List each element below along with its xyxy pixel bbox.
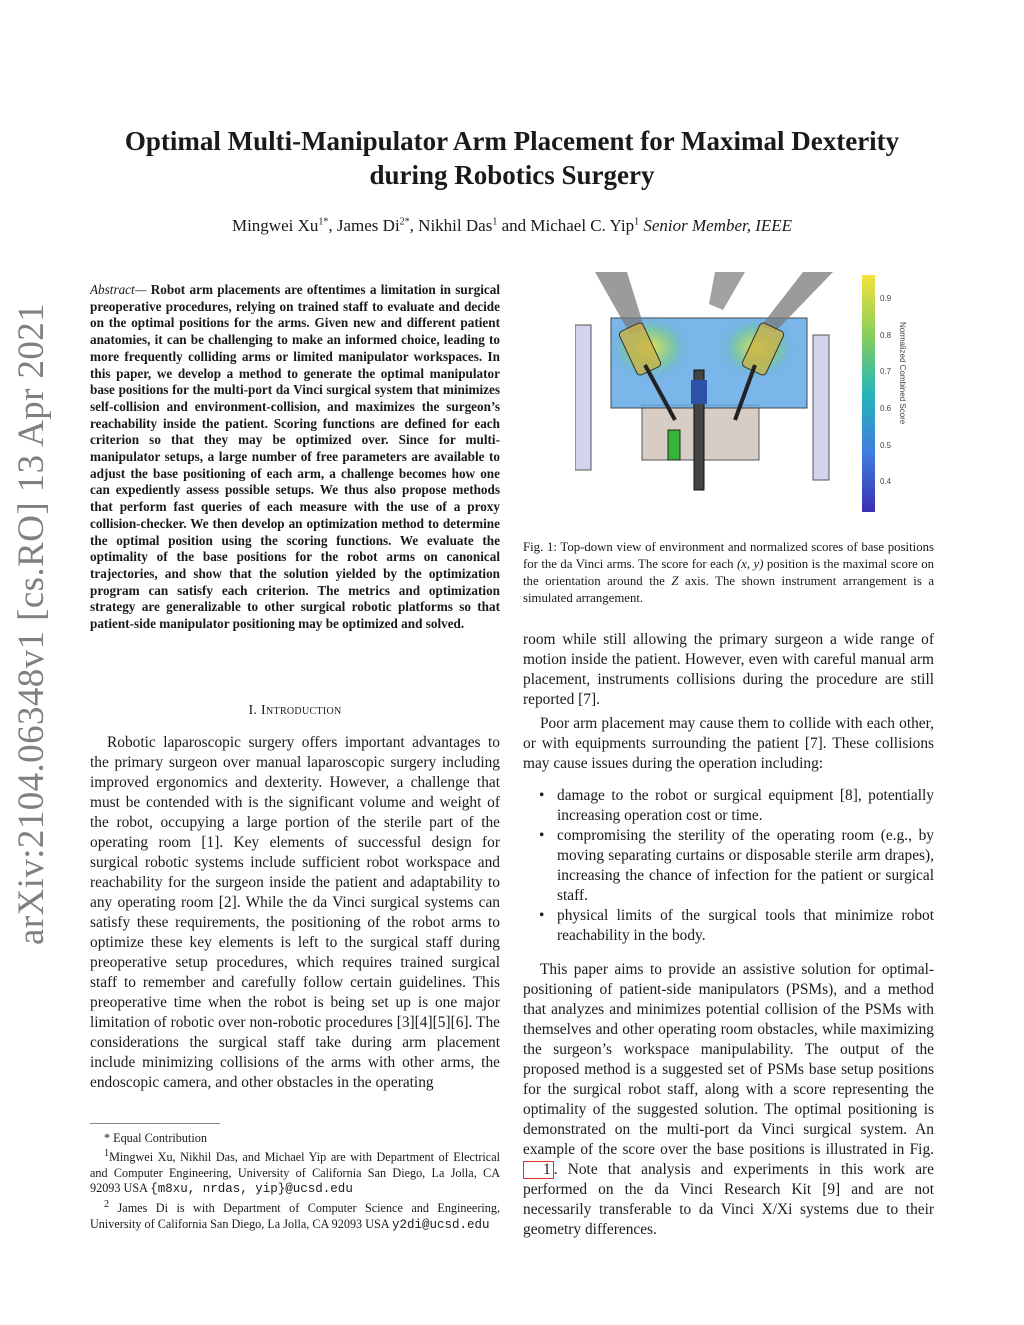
footnote-equal: * Equal Contribution [104, 1131, 207, 1145]
author-line [100, 216, 924, 236]
caption-math: Z [671, 574, 679, 588]
paragraph-text: This paper aims to provide an assistive solution for optimal-positioning of patient-side manipulators (PSMs), and a method that analyzes and minimizes potential collision of the PSMs with themselves and other operating room obstacles, while maximizing the surgeon’s workspace manipulability. The output of the proposed method is a suggested set of PSMs base setup positions for the surgical robot staff, along with a score representing the optimality of the suggested solution. The optimal positioning is demonstrated on the multi-port da Vinci surgical system. An example of the score over the base positions is illustrated in Fig. [523, 961, 934, 1158]
footnote-affiliation-1 [90, 1146, 500, 1197]
arxiv-identifier: arXiv:2104.06348v1 [cs.RO] 13 Apr 2021 [11, 302, 52, 945]
figure-caption [523, 539, 934, 607]
email-link[interactable]: y2di@ucsd.edu [391, 1217, 490, 1232]
email-link[interactable]: {m8xu, nrdas, yip}@ucsd.edu [150, 1181, 353, 1196]
side-table-right [813, 335, 829, 480]
paragraph: room while still allowing the primary surgeon a wide range of motion inside the patient. However, even with careful manual arm placement, instruments collisions during the procedure are still reported [7]. [523, 631, 934, 708]
caption-text: axis. The shown instrument arrangement is a simulated arrangement. [523, 574, 935, 605]
footnote-affiliation-2 [90, 1197, 500, 1233]
score-heatmap-figure [575, 270, 935, 520]
affiliation-mark: 2* [399, 216, 410, 228]
ieee-membership: Senior Member, IEEE [643, 216, 793, 235]
paper-title: Optimal Multi-Manipulator Arm Placement for Maximal Dexterity during Robotics Surgery [124, 126, 900, 190]
author-name: , James Di [328, 216, 400, 235]
footnote-text: Mingwei Xu, Nikhil Das, and Michael Yip are with Department of Electrical and Computer Engineering, University of California San Diego, La Jolla, CA 92093 USA [90, 1150, 500, 1195]
abstract-label: Abstract [90, 282, 135, 297]
colorbar-tick: 0.6 [880, 404, 892, 413]
figure-reference-link[interactable]: 1 [523, 1161, 554, 1179]
camera-arm [691, 380, 707, 404]
paragraph [523, 960, 934, 1240]
colorbar-tick: 0.7 [880, 367, 892, 376]
caption-text: Fig. 1: Top-down view of environment and normalized scores of base positions for the da Vinci arms. The score for each [523, 540, 934, 571]
collision-issues-list [523, 786, 934, 946]
abstract-dash: — [134, 282, 147, 297]
list-item: • compromising the sterility of the operating room (e.g., by moving separating curtains or disposable sterile arm drapes), increasing the chance of infection for the patient or surgical staff. [523, 826, 934, 906]
footnote-mark: 2 [104, 1199, 110, 1211]
colorbar-tick: 0.4 [880, 477, 892, 486]
footnote-text: James Di is with Department of Computer Science and Engineering, University of California San Diego, La Jolla, CA 92093 USA [90, 1201, 500, 1231]
robot-arm-center [709, 272, 745, 310]
colorbar-tick: 0.5 [880, 441, 892, 450]
caption-text: position is the maximal score on the orientation around the [523, 557, 934, 588]
footnotes [90, 1131, 500, 1233]
footnote-mark: 1 [104, 1148, 110, 1160]
introduction-text [90, 733, 500, 1093]
green-tool [668, 430, 680, 460]
affiliation-mark: 1* [318, 216, 329, 228]
paragraph: Poor arm placement may cause them to collide with each other, or with equipments surrounding the patient [7]. These collisions may cause issues during the operation including: [523, 715, 934, 772]
section-heading [90, 703, 500, 719]
right-column-text [523, 630, 934, 1240]
paragraph-text: . Note that analysis and experiments in this work are performed on the da Vinci Research Kit [9] and are not necessarily transferable to da Vinci X/Xi systems due to their geometry differences. [523, 1161, 934, 1238]
colorbar-tick: 0.9 [880, 294, 892, 303]
list-item: • physical limits of the surgical tools that minimize robot reachability in the body. [523, 906, 934, 946]
author-name: Mingwei Xu [231, 216, 319, 235]
affiliation-mark: 1 [634, 216, 640, 228]
side-table-left [575, 325, 591, 470]
section-title: Introduction [261, 703, 342, 718]
section-number: I. [248, 703, 258, 718]
caption-math: (x, y) [736, 557, 764, 571]
author-name: and Michael C. Yip [497, 216, 635, 235]
abstract-text: Robot arm placements are oftentimes a limitation in surgical preoperative procedures, relying on trained staff to evaluate and decide on the optimal positions for the arms. Given new and different patient anatomies, it can be challenging to make an informed choice, leading to more frequently colliding arms or limited manipulator workspaces. In this paper, we develop a method to generate the optimal manipulator base positions for the multi-port da Vinci surgical system that minimizes self-collision and environment-collision, and maximizes the surgeon’s reachability inside the patient. Scoring functions are defined for each criterion so that they may be optimized over. Since for multi-manipulator setups, a large number of free parameters are available to adjust the base positioning of each arm, a challenge becomes how one can expediently assess possible setups. We thus also propose methods that perform fast queries of each measure with the use of a proxy collision-checker. We then develop an optimization method to determine the optimal position using the scoring functions. We evaluate the optimality of the base positions for the robot arms on canonical trajectories, and show that the solution yielded by the optimization program can satisfy each criterion. The metrics and optimization strategy are generalizable to other surgical robotic platforms so that patient-side manipulator positioning may be optimized and solved. [90, 282, 500, 632]
abstract [90, 282, 500, 633]
colorbar [862, 275, 875, 512]
author-name: , Nikhil Das [409, 216, 493, 235]
colorbar-tick: 0.8 [880, 331, 892, 340]
footnote-rule [90, 1123, 220, 1124]
affiliation-mark: 1 [492, 216, 498, 228]
figure-1 [575, 270, 935, 520]
intro-paragraph: Robotic laparoscopic surgery offers important advantages to the primary surgeon over manual laparoscopic surgery including improved ergonomics and dexterity. However, a challenge that must be contended with is the significant volume and weight of the robot, occupying a large portion of the sterile part of the operating room [1]. Key elements of successful design for surgical robotic systems include sufficient robot workspace and reachability for the surgeon inside the patient and adaptability to any operating room [2]. While the da Vinci surgical systems can satisfy these requirements, the positioning of the robot arms to optimize these key elements is left to the surgical staff during preoperative setup procedures, which requires trained surgical staff to remember and carefully follow certain guidelines. This preoperative time when the robot is being set up is one major limitation of robotic over non-robotic procedures [3][4][5][6]. The considerations the surgical staff take during arm placement include minimizing collisions of the arms with other arms, the endoscopic camera, and other obstacles in the operating [90, 734, 500, 1091]
colorbar-label: Normalized Combined Score [898, 322, 907, 425]
list-item: • damage to the robot or surgical equipment [8], potentially increasing operation cost or time. [523, 786, 934, 826]
